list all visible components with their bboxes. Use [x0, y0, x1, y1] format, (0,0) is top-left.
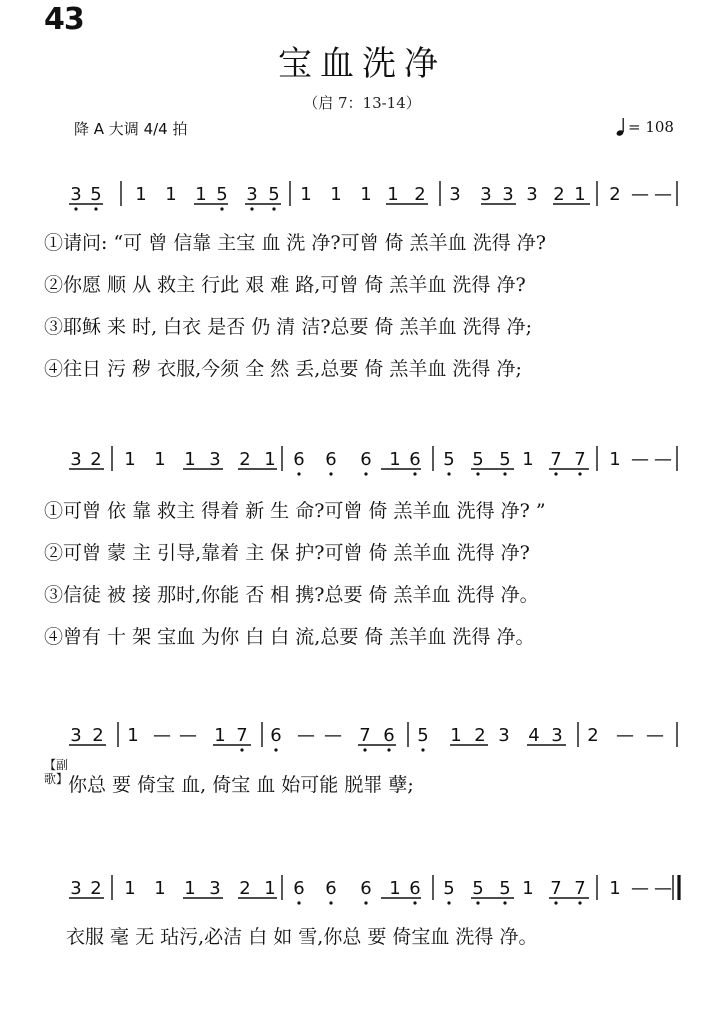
note: —	[654, 878, 672, 899]
note: 1	[389, 449, 401, 470]
chorus-line-2: 衣服 毫 无 玷污,必洁 白 如 雪,你总 要 倚宝血 洗得 净。	[66, 926, 538, 948]
note: 3	[526, 184, 538, 205]
note: 5	[90, 184, 102, 205]
note: 1	[124, 449, 136, 470]
note: —	[179, 725, 197, 746]
key-signature: 降 A 大调 4/4 拍	[74, 120, 188, 138]
verse-b-line-4: ④曾有 十 架 宝血 为你 白 白 流,总要 倚 羔羊血 洗得 净。	[44, 626, 535, 648]
tempo-marking	[616, 117, 674, 137]
note: 3	[480, 184, 492, 205]
note: 4	[528, 725, 540, 746]
note: 5	[216, 184, 228, 205]
note: 5	[472, 449, 484, 470]
note: 2	[414, 184, 426, 205]
note: 1	[154, 878, 166, 899]
note: 3	[498, 725, 510, 746]
note: 2	[553, 184, 565, 205]
note: 7	[236, 725, 248, 746]
note: —	[153, 725, 171, 746]
note: 6	[383, 725, 395, 746]
note: 2	[239, 449, 251, 470]
notes-1	[70, 184, 672, 205]
note: 1	[389, 878, 401, 899]
hymn-number: 43	[44, 2, 84, 37]
note: 1	[574, 184, 586, 205]
note: 7	[574, 449, 586, 470]
note: —	[324, 725, 342, 746]
staff-line-3	[0, 719, 724, 759]
chorus-line-1: 你总 要 倚宝 血, 倚宝 血 始可能 脱罪 孽;	[68, 774, 414, 796]
note: 2	[587, 725, 599, 746]
note: 7	[550, 878, 562, 899]
note: 3	[502, 184, 514, 205]
note: —	[297, 725, 315, 746]
note: 2	[92, 725, 104, 746]
note: 6	[360, 449, 372, 470]
note: 3	[246, 184, 258, 205]
note: 1	[214, 725, 226, 746]
note: 2	[239, 878, 251, 899]
note: —	[631, 449, 649, 470]
note: 3	[449, 184, 461, 205]
note: 3	[70, 184, 82, 205]
note: 5	[499, 878, 511, 899]
verse-b-line-1: ①可曾 依 靠 救主 得着 新 生 命?可曾 倚 羔羊血 洗得 净? ”	[44, 500, 546, 522]
note: 7	[574, 878, 586, 899]
note: 6	[293, 449, 305, 470]
octave-dots-2	[297, 472, 581, 475]
note: 1	[450, 725, 462, 746]
note: —	[616, 725, 634, 746]
note: 5	[443, 449, 455, 470]
note: —	[631, 184, 649, 205]
note: 6	[293, 878, 305, 899]
verse-b-line-3: ③信徒 被 接 那时,你能 否 相 携?总要 倚 羔羊血 洗得 净。	[44, 584, 539, 606]
note: 1	[195, 184, 207, 205]
note: 2	[90, 878, 102, 899]
note: 5	[499, 449, 511, 470]
note: 1	[154, 449, 166, 470]
note: 6	[270, 725, 282, 746]
note: 1	[300, 184, 312, 205]
note: 1	[387, 184, 399, 205]
note: 1	[264, 878, 276, 899]
note: 7	[550, 449, 562, 470]
notes-2	[70, 449, 672, 470]
note: 1	[360, 184, 372, 205]
note: 6	[360, 878, 372, 899]
notes-4	[70, 878, 672, 899]
verse-a-line-1: ①请问: “可 曾 信靠 主宝 血 洗 净?可曾 倚 羔羊血 洗得 净?	[44, 232, 546, 254]
note: 1	[184, 449, 196, 470]
note: 6	[409, 878, 421, 899]
note: —	[646, 725, 664, 746]
note: 2	[90, 449, 102, 470]
octave-dots-4	[297, 901, 581, 904]
note: 5	[443, 878, 455, 899]
note: 3	[70, 725, 82, 746]
chorus-label: 【副歌】	[44, 758, 69, 786]
note: 1	[127, 725, 139, 746]
note: 3	[70, 878, 82, 899]
note: 6	[325, 878, 337, 899]
staff-line-2	[0, 443, 724, 483]
scripture-reference: （启 7：13-14）	[303, 94, 421, 112]
note: 1	[522, 878, 534, 899]
note: —	[654, 184, 672, 205]
note: 5	[268, 184, 280, 205]
octave-dots-3	[240, 748, 424, 751]
note: 2	[474, 725, 486, 746]
quarter-note-icon	[616, 117, 626, 137]
note: 3	[209, 449, 221, 470]
staff-line-1	[0, 178, 724, 218]
note: —	[654, 449, 672, 470]
note: 3	[551, 725, 563, 746]
note: 6	[325, 449, 337, 470]
note: 2	[609, 184, 621, 205]
hymn-title: 宝血洗净	[278, 44, 446, 84]
staff-line-4	[0, 872, 724, 912]
note: 1	[124, 878, 136, 899]
note: 1	[165, 184, 177, 205]
notes-3	[70, 725, 664, 746]
note: 1	[609, 878, 621, 899]
note: 6	[409, 449, 421, 470]
note: 1	[135, 184, 147, 205]
note: 3	[70, 449, 82, 470]
verse-a-line-3: ③耶稣 来 时, 白衣 是否 仍 清 洁?总要 倚 羔羊血 洗得 净;	[44, 316, 533, 338]
verse-a-line-2: ②你愿 顺 从 救主 行此 艰 难 路,可曾 倚 羔羊血 洗得 净?	[44, 274, 526, 296]
octave-dots-1	[74, 207, 275, 210]
note: 5	[417, 725, 429, 746]
note: —	[631, 878, 649, 899]
note: 1	[330, 184, 342, 205]
note: 5	[472, 878, 484, 899]
note: 1	[264, 449, 276, 470]
verse-a-line-4: ④往日 污 秽 衣服,今须 全 然 丢,总要 倚 羔羊血 洗得 净;	[44, 358, 522, 380]
tempo-value: = 108	[628, 118, 674, 136]
note: 7	[359, 725, 371, 746]
verse-b-line-2: ②可曾 蒙 主 引导,靠着 主 保 护?可曾 倚 羔羊血 洗得 净?	[44, 542, 530, 564]
note: 1	[184, 878, 196, 899]
note: 1	[609, 449, 621, 470]
note: 3	[209, 878, 221, 899]
note: 1	[522, 449, 534, 470]
